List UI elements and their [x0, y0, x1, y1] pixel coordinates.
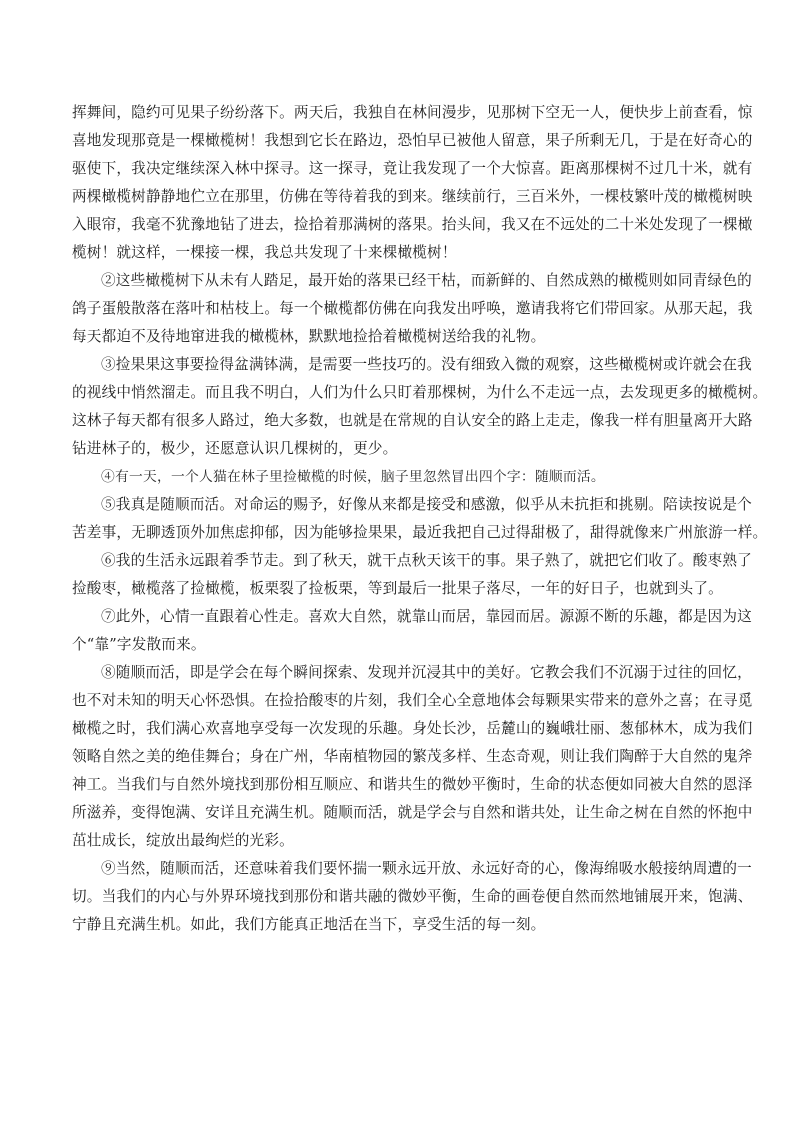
- paragraph-5: [72, 491, 768, 547]
- text-line: 挥舞间，隐约可见果子纷纷落下。两天后，我独自在林间漫步，见那树下空无一人，便快步上前查看，惊: [72, 104, 753, 121]
- text-line: ③捡果果这事要捡得盆满钵满，是需要一些技巧的。没有细致入微的观察，这些橄榄树或许就会在我: [101, 356, 752, 373]
- text-line: 入眼帘，我毫不犹豫地钻了进去，捡拾着那满树的落果。抬头间，我又在不远处的二十米处发现了一棵橄: [72, 216, 753, 233]
- paragraph-2: [72, 267, 753, 351]
- text-line: 领略自然之美的绝佳舞台；身在广州，华南植物园的繁茂多样、生态奇观，则让我们陶醉于大自然的鬼斧: [72, 748, 753, 765]
- text-line: 切。当我们的内心与外界环境找到那份和谐共融的微妙平衡，生命的画卷便自然而然地铺展开来，饱满、: [72, 888, 753, 905]
- document-page: [72, 99, 768, 939]
- text-line: 捡酸枣，橄榄落了捡橄榄，板栗裂了捡板栗，等到最后一批果子落尽，一年的好日子，也就到头了。: [72, 580, 723, 597]
- paragraph-6: [72, 547, 752, 603]
- text-line: 橄榄之时，我们满心欢喜地享受每一次发现的乐趣。身处长沙，岳麓山的巍峨壮丽、葱郁林木，成为我们: [72, 720, 753, 737]
- paragraph-intro: [72, 99, 753, 267]
- paragraph-8: [72, 659, 753, 855]
- text-line: 驱使下，我决定继续深入林中探寻。这一探寻，竟让我发现了一个大惊喜。距离那棵树不过几十米，就有: [72, 160, 753, 177]
- paragraph-9: [72, 855, 753, 939]
- text-line: 茁壮成长，绽放出最绚烂的光彩。: [72, 832, 294, 849]
- text-line: 个“靠”字发散而来。: [72, 636, 206, 653]
- text-line: 鸽子蛋般散落在落叶和枯枝上。每一个橄榄都仿佛在向我发出呼唤，邀请我将它们带回家。从那天起，我: [72, 300, 753, 317]
- text-line: ⑥我的生活永远跟着季节走。到了秋天，就干点秋天该干的事。果子熟了，就把它们收了。酸枣熟了: [101, 552, 752, 569]
- paragraph-4: [72, 463, 722, 491]
- text-line: ⑦此外，心情一直跟着心性走。喜欢大自然，就靠山而居，靠园而居。源源不断的乐趣，都是因为这: [101, 608, 752, 625]
- text-line: 苦差事，无聊透顶外加焦虑抑郁，因为能够捡果果，最近我把自己过得甜极了，甜得就像来广州旅游一样。: [72, 524, 768, 541]
- text-line: ⑧随顺而活，即是学会在每个瞬间探索、发现并沉浸其中的美好。它教会我们不沉溺于过往的回忆，: [101, 664, 752, 681]
- text-line: 每天都迫不及待地窜进我的橄榄林，默默地捡拾着橄榄树送给我的礼物。: [72, 328, 546, 345]
- text-line: 钻进林子的，极少，还愿意认识几棵树的，更少。: [72, 440, 398, 457]
- text-line: ④有一天，一个人猫在林子里捡橄榄的时候，脑子里忽然冒出四个字：随顺而活。: [101, 469, 605, 485]
- text-line: 榄树！就这样，一棵接一棵，我总共发现了十来棵橄榄树！: [72, 244, 457, 261]
- paragraph-7: [72, 603, 752, 659]
- text-line: 宁静且充满生机。如此，我们方能真正地活在当下，享受生活的每一刻。: [72, 916, 546, 933]
- text-line: 所滋养，变得饱满、安详且充满生机。随顺而活，就是学会与自然和谐共处，让生命之树在自然的怀抱中: [72, 804, 753, 821]
- text-line: 两棵橄榄树静静地伫立在那里，仿佛在等待着我的到来。继续前行，三百米外，一棵枝繁叶茂的橄榄树映: [72, 188, 753, 205]
- text-line: 神工。当我们与自然外境找到那份相互顺应、和谐共生的微妙平衡时，生命的状态便如同被大自然的恩泽: [72, 776, 753, 793]
- text-line: ⑤我真是随顺而活。对命运的赐予，好像从来都是接受和感激，似乎从未抗拒和挑剔。陪读按说是个: [101, 496, 752, 513]
- text-line: 喜地发现那竟是一棵橄榄树！我想到它长在路边，恐怕早已被他人留意，果子所剩无几，于是在好奇心的: [72, 132, 753, 149]
- text-line: ⑨当然，随顺而活，还意味着我们要怀揣一颗永远开放、永远好奇的心，像海绵吸水般接纳周遭的一: [101, 860, 752, 877]
- paragraph-3: [72, 351, 768, 463]
- text-line: ②这些橄榄树下从未有人踏足，最开始的落果已经干枯，而新鲜的、自然成熟的橄榄则如同青绿色的: [101, 272, 752, 289]
- text-line: 的视线中悄然溜走。而且我不明白，人们为什么只盯着那棵树，为什么不走远一点，去发现更多的橄榄树。: [72, 384, 768, 401]
- text-line: 这林子每天都有很多人路过，绝大多数，也就是在常规的自认安全的路上走走，像我一样有胆量离开大路: [72, 412, 753, 429]
- text-line: 也不对未知的明天心怀恐惧。在捡拾酸枣的片刻，我们全心全意地体会每颗果实带来的意外之喜；在寻觅: [72, 692, 753, 709]
